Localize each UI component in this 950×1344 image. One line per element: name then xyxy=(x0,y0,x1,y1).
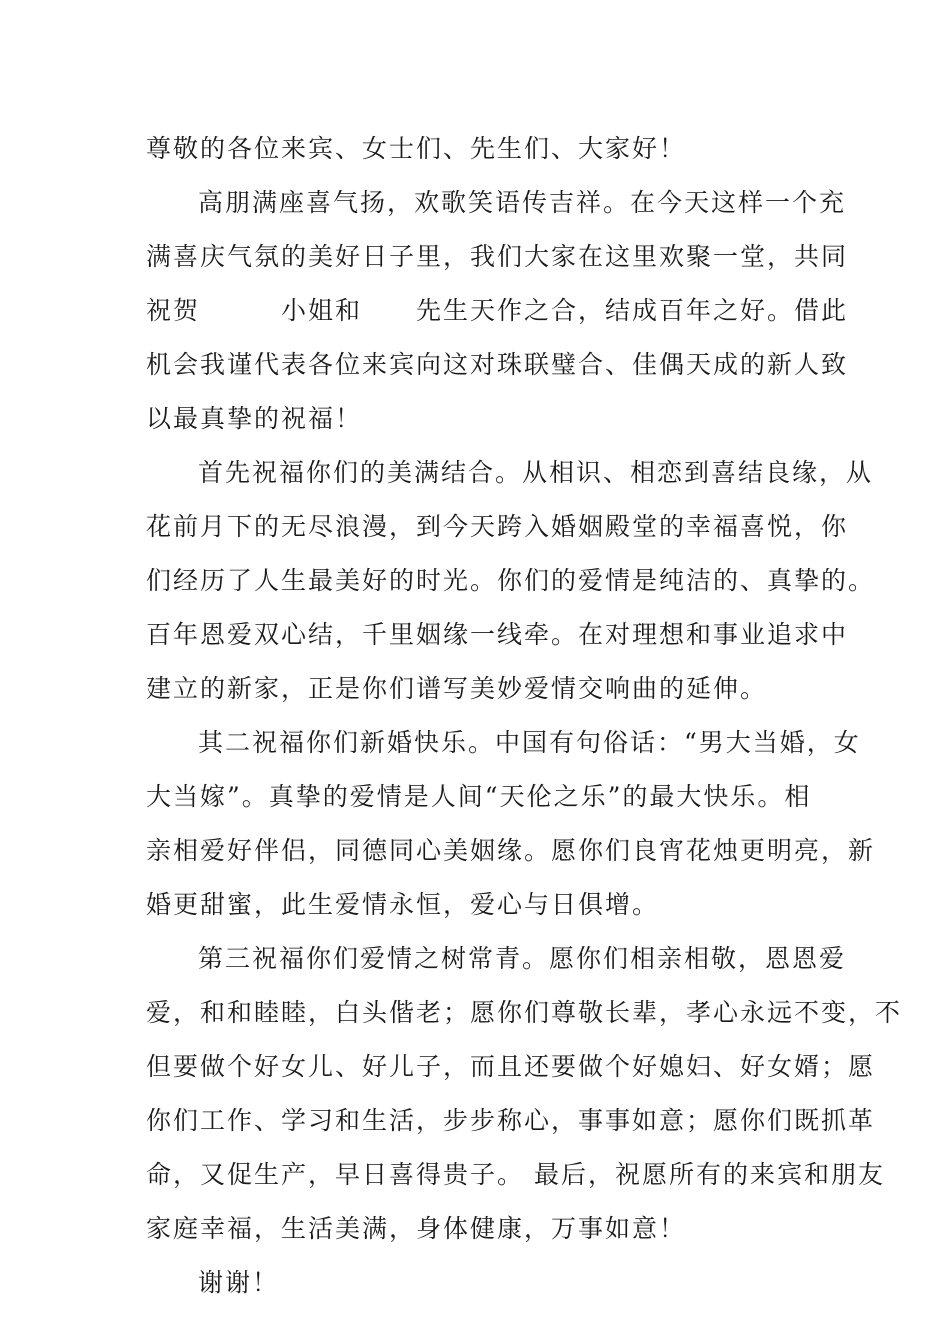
text-line: 们经历了人生最美好的时光。你们的爱情是纯洁的、真挚的。 xyxy=(146,566,876,595)
text-line: 首先祝福你们的美满结合。从相识、相恋到喜结良缘，从 xyxy=(198,458,874,487)
text-line: 祝贺 小姐和 先生天作之合，结成百年之好。借此 xyxy=(146,296,849,325)
text-line: 花前月下的无尽浪漫，到今天跨入婚姻殿堂的幸福喜悦，你 xyxy=(146,512,849,541)
text-line: 但要做个好女儿、好儿子，而且还要做个好媳妇、好女婿；愿 xyxy=(146,1052,876,1081)
text-line: 建立的新家，正是你们谱写美妙爱情交响曲的延伸。 xyxy=(146,674,768,703)
text-line: 第三祝福你们爱情之树常青。愿你们相亲相敬，恩恩爱 xyxy=(198,944,847,973)
text-line: 高朋满座喜气扬，欢歌笑语传吉祥。在今天这样一个充 xyxy=(198,188,847,217)
text-line: 机会我谨代表各位来宾向这对珠联璧合、佳偶天成的新人致 xyxy=(146,350,849,379)
text-line: 尊敬的各位来宾、女士们、先生们、大家好！ xyxy=(146,134,687,163)
text-line: 爱，和和睦睦，白头偕老；愿你们尊敬长辈，孝心永远不变，不 xyxy=(146,998,903,1027)
text-line: 大当嫁”。真挚的爱情是人间“天伦之乐”的最大快乐。相 xyxy=(146,782,812,811)
text-line: 谢谢！ xyxy=(198,1268,280,1297)
text-line: 满喜庆气氛的美好日子里，我们大家在这里欢聚一堂，共同 xyxy=(146,242,849,271)
text-line: 你们工作、学习和生活，步步称心，事事如意；愿你们既抓革 xyxy=(146,1106,876,1135)
text-line: 其二祝福你们新婚快乐。中国有句俗话：“男大当婚，女 xyxy=(198,728,861,757)
text-line: 以最真挚的祝福！ xyxy=(146,404,363,433)
speech-text xyxy=(146,122,903,1310)
text-line: 命，又促生产，早日喜得贵子。 最后，祝愿所有的来宾和朋友 xyxy=(146,1160,885,1189)
text-line: 家庭幸福，生活美满，身体健康，万事如意！ xyxy=(146,1214,687,1243)
text-line: 亲相爱好伴侣，同德同心美姻缘。愿你们良宵花烛更明亮，新 xyxy=(146,836,876,865)
text-line: 婚更甜蜜，此生爱情永恒，爱心与日俱增。 xyxy=(146,890,660,919)
text-line: 百年恩爱双心结，千里姻缘一线牵。在对理想和事业追求中 xyxy=(146,620,849,649)
